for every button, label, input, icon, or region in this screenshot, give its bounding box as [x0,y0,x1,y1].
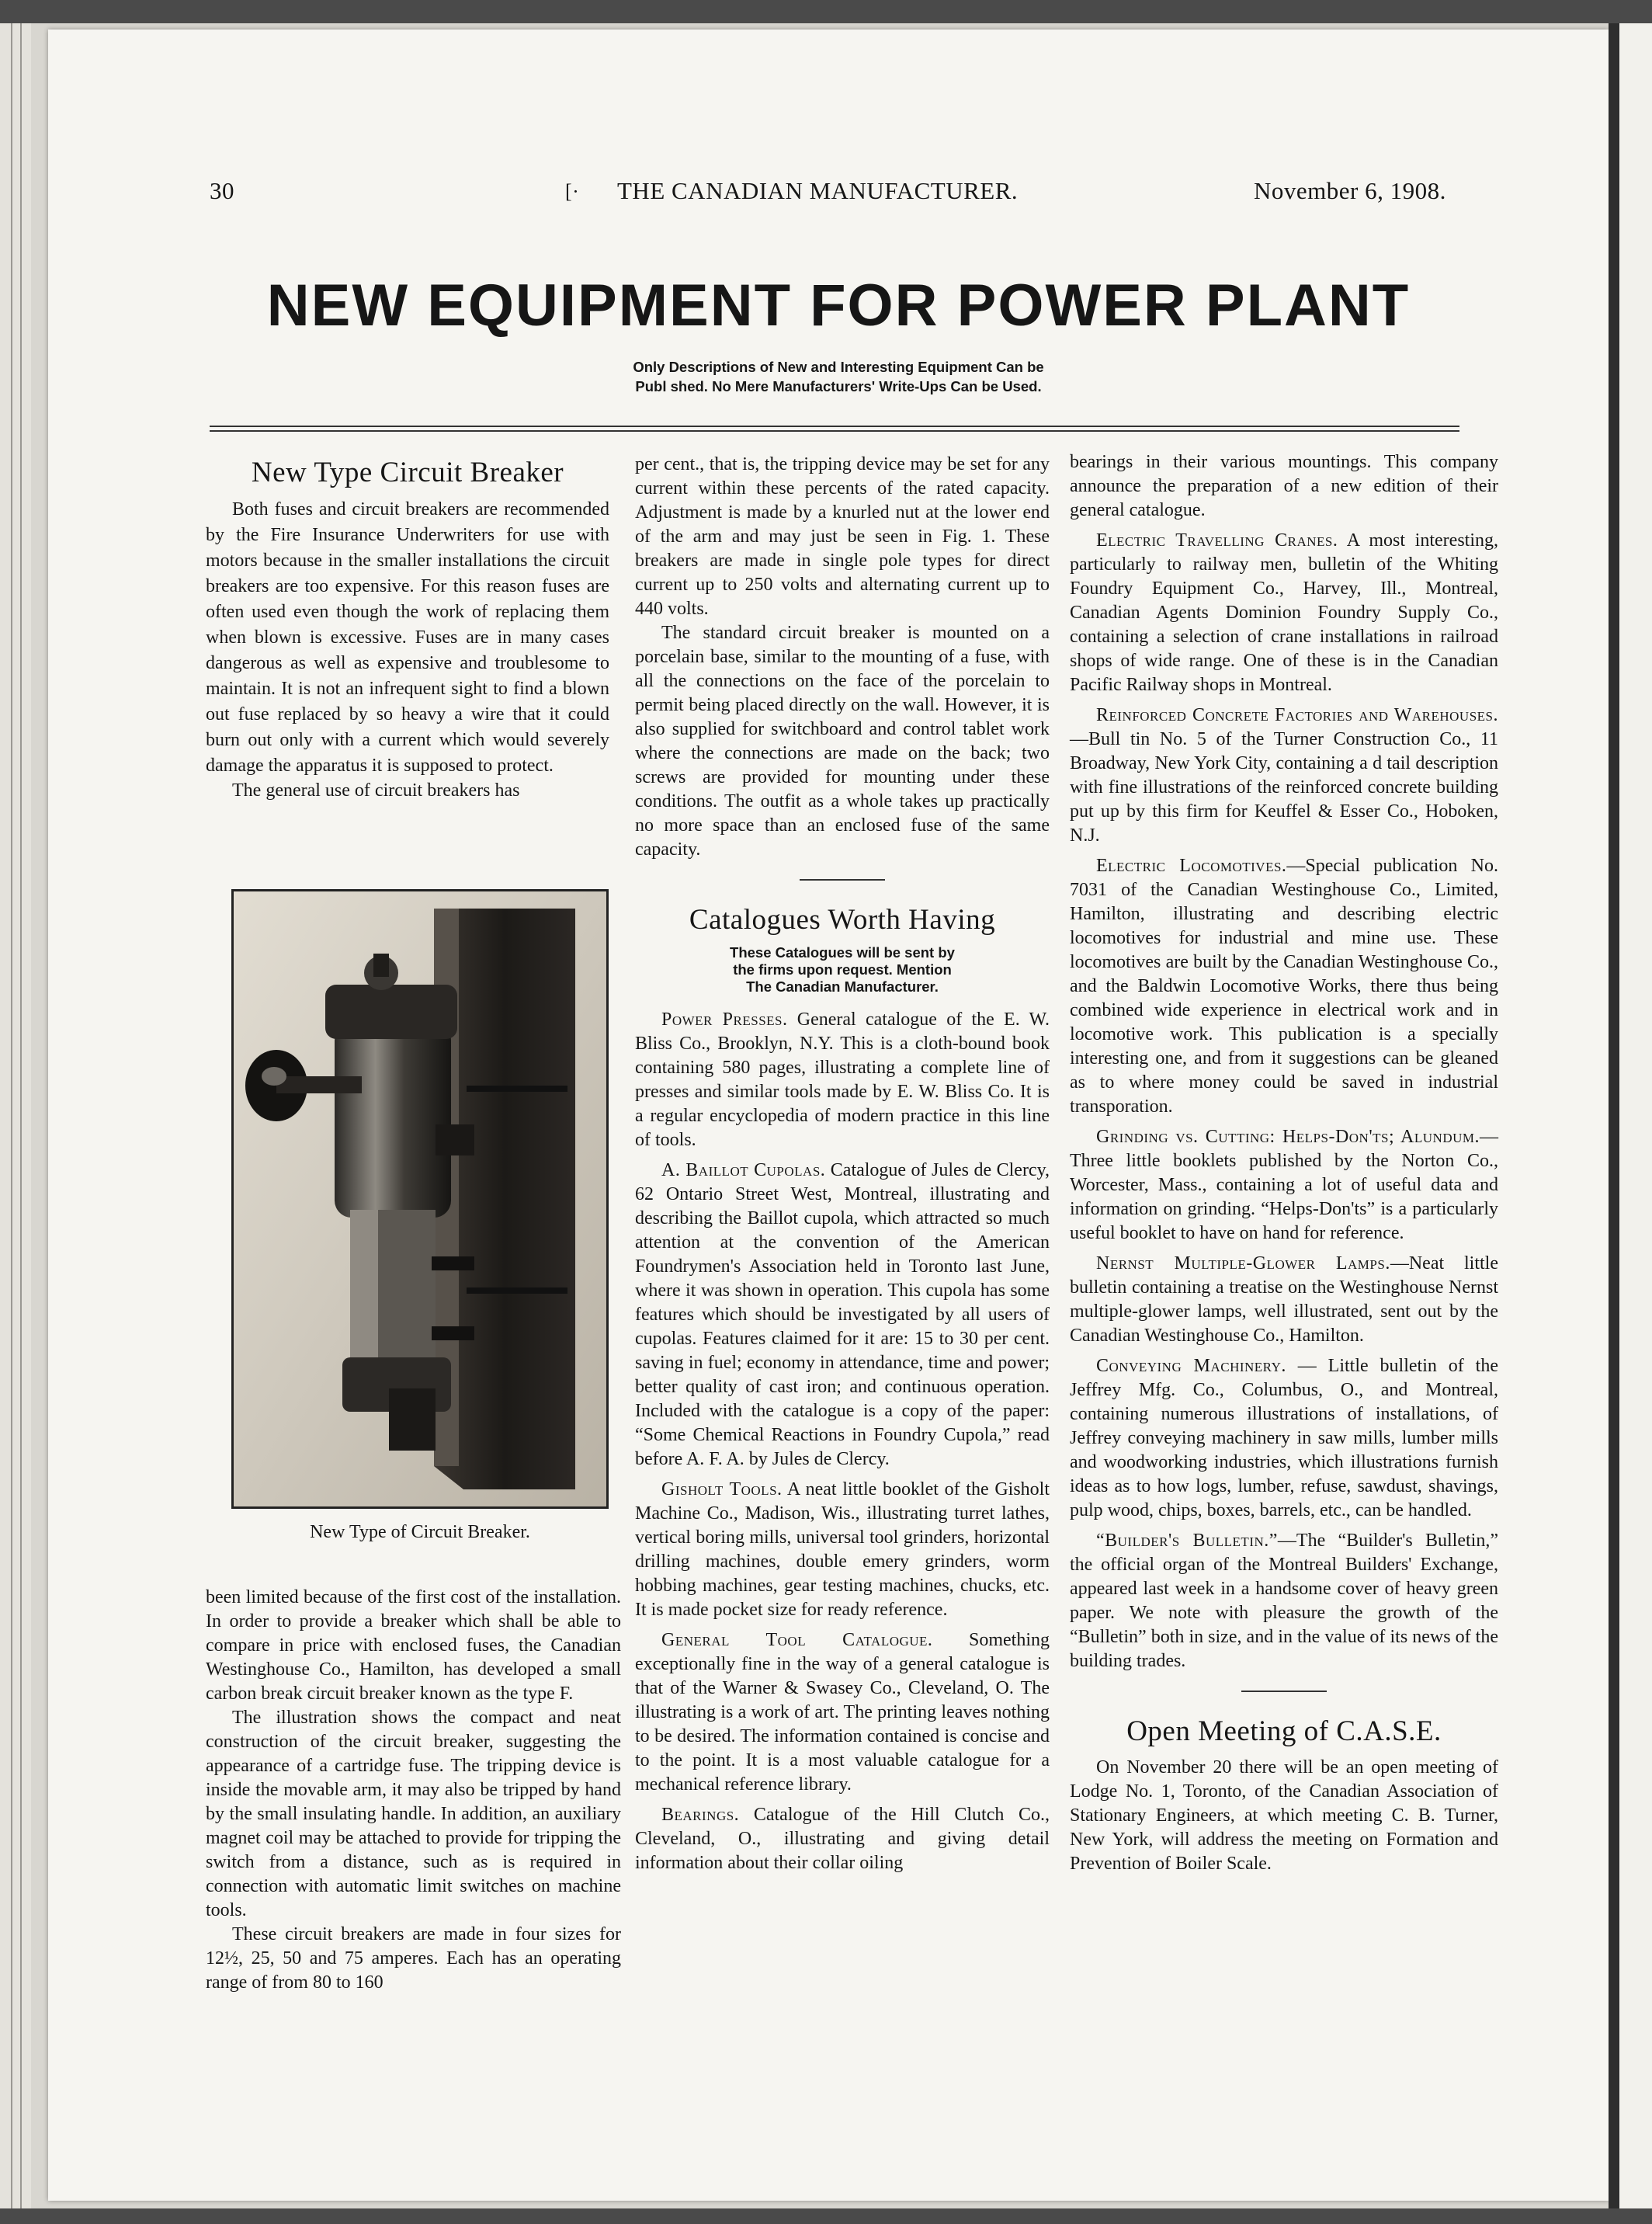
entry-name: Grinding vs. Cutting: Helps-Don'ts; Alundum. [1096,1127,1480,1147]
catalogues-heading: Catalogues Worth Having [689,904,996,936]
article-paragraph: The general use of circuit breakers has [232,780,520,801]
subtitle-line: Only Descriptions of New and Interesting Equipment Can be [633,359,1044,375]
article-paragraph: Both fuses and circuit breakers are recommended by the Fire Insurance Underwriters for use with motors because in the smaller installations the circuit breakers are too expensive. For this reason fuses are often used even though the work of replacing them when blown is excessive. Fuses are in many cases dangerous as well as expensive and troublesome to maintain. It is not an infrequent sight to find a blown out fuse replaced by so heavy a wire that it could burn out only with a current which would severely damage the apparatus it is supposed to protect. [206,499,609,776]
entry-name: Bearings. [661,1805,740,1825]
entry-text: Something exceptionally fine in the way of a general catalogue is that of the Warner & Swasey Co., Cleveland, O. The illustrating is a work of art. The printing leaves nothing to be desired. The information contained is concise and to the point. It is a most valuable catalogue for a mechanical reference library. [635,1630,1050,1795]
entry-name: General Tool Catalogue. [661,1630,933,1650]
print-mark: [· [565,180,580,203]
entry-name: Reinforced Concrete Factories and Warehouses. [1096,705,1498,725]
case-meeting-text: On November 20 there will be an open meeting of Lodge No. 1, Toronto, of the Canadian Association of Stationary Engineers, at which meeting C. B. Turner, New York, will address the meeting on Formation and Prevention of Boiler Scale. [1070,1757,1498,1874]
page-edge-line [11,23,12,2208]
catalogue-entry [635,1478,1050,1622]
issue-date: November 6, 1908. [1254,177,1446,204]
section-divider [1241,1691,1327,1692]
catalogue-entry [635,1628,1050,1797]
entry-text: General catalogue of the E. W. Bliss Co., Brooklyn, N.Y. This is a cloth-bound book containing 580 pages, illustrating a complete line of presses and similar tools made by E. W. Bliss Co. It is a regular encyclopedia of modern practice in this line of tools. [635,1009,1050,1150]
left-page-edges [0,23,31,2208]
entry-name: Power Presses. [661,1009,788,1030]
entry-name: Gisholt Tools. [661,1479,783,1499]
entry-text: —The “Builder's Bulletin,” the official organ of the Montreal Builders' Exchange, appeared last week in a handsome cover of heavy green paper. We note with pleasure the growth of the “Bulletin” both in size, and in the value of its news of the building trades. [1070,1531,1498,1671]
catalogue-entry [1070,854,1498,1119]
entry-text: —Neat little bulletin containing a treatise on the Westinghouse Nernst multiple-glower lamps, well illustrated, sent out by the Canadian Westinghouse Co., Hamilton. [1070,1253,1498,1346]
article-paragraph: The illustration shows the compact and neat construction of the circuit breaker, suggesting the appearance of a cartridge fuse. The tripping device is inside the movable arm, it may also be tripped by hand by the small insulating handle. In addition, an auxiliary magnet coil may be attached to provide for tripping the switch from a distance, such as is required in connection with automatic limit switches on machine tools. [206,1708,621,1920]
entry-text: — Little bulletin of the Jeffrey Mfg. Co., Columbus, O., and Montreal, containing numerous illustrations of installations, of Jeffrey conveying machinery in saw mills, lumber mills and woodworking industries, which illustrations furnish ideas as to how logs, lumber, refuse, sawdust, shavings, pulp wood, chips, boxes, barrels, etc., can be handled. [1070,1356,1498,1520]
entry-name: Conveying Machinery. [1096,1356,1286,1376]
title-rule-upper [210,426,1459,427]
catalogue-entry [1070,529,1498,697]
journal-title: THE CANADIAN MANUFACTURER. [617,177,1019,204]
binding-shadow [1609,23,1619,2208]
figure-caption: New Type of Circuit Breaker. [310,1522,530,1542]
note-line: The Canadian Manufacturer. [746,978,939,995]
article-paragraph: The standard circuit breaker is mounted on a porcelain base, similar to the mounting of a fuse, with all the connections on the face of the porcelain to permit being placed directly on the wall. However, it is also supplied for switchboard and control tablet work where the connections are made on the back; two screws are provided for mounting under these conditions. The outfit as a whole takes up practically no more space than an enclosed fuse of the same capacity. [635,623,1050,860]
article-paragraph: These circuit breakers are made in four sizes for 12½, 25, 50 and 75 amperes. Each has an operating range of from 80 to 160 [206,1924,621,1993]
note-line: the firms upon request. Mention [733,961,952,978]
catalogue-entry [635,1159,1050,1472]
entry-text: Catalogue of Jules de Clercy, 62 Ontario Street West, Montreal, illustrating and describing the Baillot cupola, which attracted so much attention at the convention of the American Foundrymen's Association held in Toronto last June, where it was shown in operation. This cupola has some features which should be investigated by all users of cupolas. Features claimed for it are: 15 to 30 per cent. saving in fuel; economy in attendance, time and power; better quality of cast iron; and continuous operation. Included with the catalogue is a copy of the paper: “Some Chemical Reactions in Foundry Cupola,” read before A. F. A. by Jules de Clercy. [635,1160,1050,1469]
entry-text: A most interesting, particularly to railway men, bulletin of the Whiting Foundry Equipment Co., Harvey, Ill., Montreal, Canadian Agents Dominion Foundry Supply Co., containing a selection of crane installations in railroad shops of wide range. One of these is in the Canadian Pacific Railway shops in Montreal. [1070,530,1498,695]
catalogues-note [635,944,1050,996]
article-paragraph: been limited because of the first cost of the installation. In order to provide a breaker which shall be able to compare in price with enclosed fuses, the Canadian Westinghouse Co., Hamilton, has developed a small carbon break circuit breaker known as the type F. [206,1587,621,1704]
entry-text: A neat little booklet of the Gisholt Machine Co., Madison, Wis., illustrating turret lathes, vertical boring mills, universal tool grinders, horizontal drilling machines, double emery grinders, worm hobbing machines, gear testing machines, chucks, etc. It is made pocket size for ready reference. [635,1479,1050,1620]
case-meeting-heading: Open Meeting of C.A.S.E. [1126,1715,1442,1747]
entry-text: —Special publication No. 7031 of the Canadian Westinghouse Co., Limited, Hamilton, illustrating and describing electric locomotives for industrial and mine use. These locomotives are built by the Canadian Westinghouse Co., and the Baldwin Locomotive Works, there thus being combined wide experience in electrical work and in locomotive work. This publication is a specially interesting one, and from it suggestions can be gleaned as to where money could be saved in industrial transporation. [1070,856,1498,1117]
next-page-edge [1619,23,1652,2208]
entry-name: Nernst Multiple-Glower Lamps. [1096,1253,1390,1274]
article-heading: New Type Circuit Breaker [251,457,564,488]
circuit-breaker-photo [231,889,609,1509]
catalogue-entry [1070,1125,1498,1246]
column-2 [635,453,1050,1875]
entry-name: Electric Travelling Cranes. [1096,530,1338,551]
entry-name: Electric Locomotives. [1096,856,1287,876]
entry-name: A. Baillot Cupolas. [661,1160,826,1180]
entry-text: —Three little booklets published by the Norton Co., Worcester, Mass., containing a lot of useful data and information on grinding. “Helps-Don'ts” is a particularly useful booklet to have on hand for reference. [1070,1127,1498,1243]
catalogue-entry [635,1803,1050,1875]
entry-name: “Builder's Bulletin.” [1096,1531,1278,1551]
note-line: These Catalogues will be sent by [730,944,955,961]
column-1-bottom [206,1586,621,1995]
entry-text: Catalogue of the Hill Clutch Co., Cleveland, O., illustrating and giving detail information about their collar oiling [635,1805,1050,1873]
subtitle-line: Publ shed. No Mere Manufacturers' Write-Ups Can be Used. [635,378,1042,394]
page-edge-line [20,23,22,2208]
catalogue-entry [1070,704,1498,848]
catalogue-entry [635,1008,1050,1152]
catalogue-entry [1070,1529,1498,1673]
article-paragraph: per cent., that is, the tripping device may be set for any current within these percents of the rated capacity. Adjustment is made by a knurled nut at the lower end of the arm and may just be seen in Fig. 1. These breakers are made in single pole types for direct current up to 250 volts and alternating current up to 440 volts. [635,454,1050,619]
page-subtitle [481,357,1196,396]
page-title: NEW EQUIPMENT FOR POWER PLANT [266,273,1411,339]
column-3 [1070,450,1498,1876]
section-divider [800,879,885,881]
catalogue-entry-continued: bearings in their various mountings. This company announce the preparation of a new edition of their general catalogue. [1070,452,1498,520]
page-number: 30 [210,177,234,204]
catalogue-entry [1070,1354,1498,1523]
circuit-breaker-illustration [234,891,606,1506]
entry-text: —Bull tin No. 5 of the Turner Construction Co., 11 Broadway, New York City, containing a d tail description with fine illustrations of the reinforced concrete building put up by this firm for Keuffel & Esser Co., Hoboken, N.J. [1070,729,1498,846]
title-rule-lower [210,430,1459,432]
column-1-top [206,453,609,803]
catalogue-entry [1070,1252,1498,1348]
